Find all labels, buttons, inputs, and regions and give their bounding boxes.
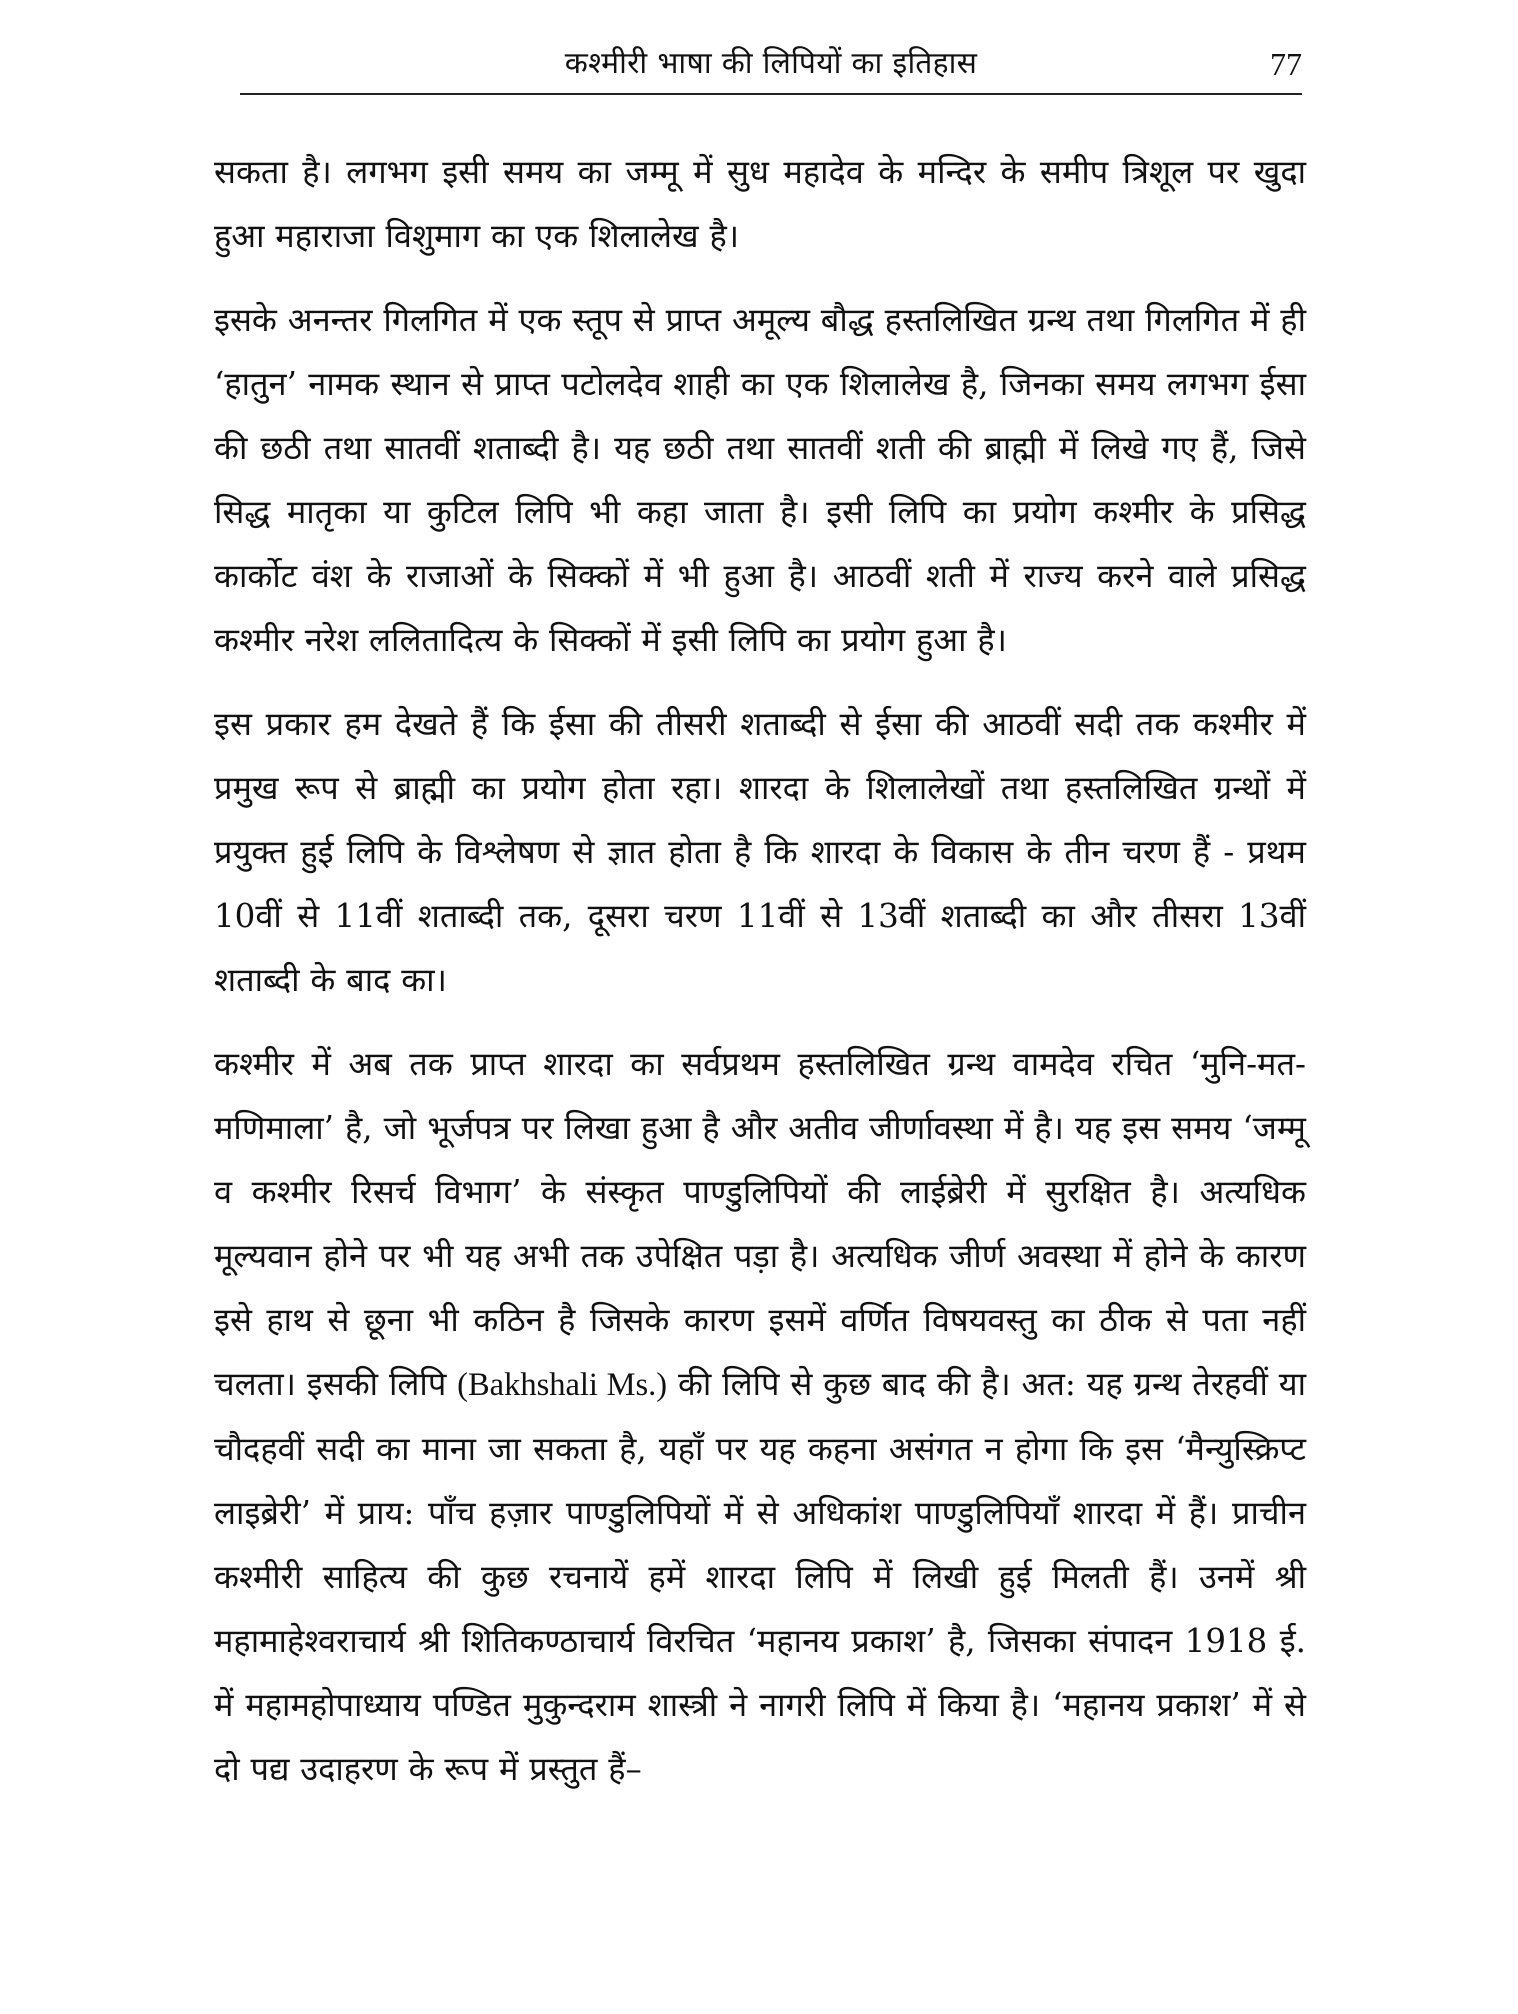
paragraph-4-text-b: की लिपि से कुछ बाद की है। अत: यह ग्रन्थ तेरहवीं या चौदहवीं सदी का माना जा सकता है, यहाँ पर यह कहना असंगत न होगा कि इस ‘मैन्युस्क्रिप्ट लाइब्रेरी’ में प्राय: पाँच हज़ार पाण्डुलिपियों में से अधिकांश पाण्डुलिपियाँ शारदा में हैं। प्राचीन कश्मीरी साहित्य की कुछ रचनायें हमें शारदा लिपि में लिखी हुई मिलती हैं। उनमें श्री महामाहेश्वराचार्य श्री शितिकण्ठाचार्य विरचित ‘महानय प्रकाश’ है, जिसका संपादन 1918 ई. में महामहोपाध्याय पण्डित मुकुन्दराम शास्त्री ने नागरी लिपि में किया है। ‘महानय प्रकाश’ में से दो पद्य उदाहरण के रूप में प्रस्तुत हैं–	[214, 1365, 1306, 1788]
running-header	[240, 38, 1302, 98]
page-number: 77	[1270, 46, 1302, 82]
body-text	[214, 140, 1306, 1801]
header-title: कश्मीरी भाषा की लिपियों का इतिहास	[564, 46, 978, 81]
bakhshali-reference: (Bakhshali Ms.)	[457, 1367, 668, 1403]
paragraph-3: इस प्रकार हम देखते हैं कि ईसा की तीसरी शताब्दी से ईसा की आठवीं सदी तक कश्मीर में प्रमुख रूप से ब्राह्मी का प्रयोग होता रहा। शारदा के शिलालेखों तथा हस्तलिखित ग्रन्थों में प्रयुक्त हुई लिपि के विश्लेषण से ज्ञात होता है कि शारदा के विकास के तीन चरण हैं - प्रथम 10वीं से 11वीं शताब्दी तक, दूसरा चरण 11वीं से 13वीं शताब्दी का और तीसरा 13वीं शताब्दी के बाद का।	[214, 705, 1306, 999]
header-rule	[240, 93, 1302, 95]
paragraph-2: इसके अनन्तर गिलगित में एक स्तूप से प्राप्त अमूल्य बौद्ध हस्तलिखित ग्रन्थ तथा गिलगित में ही ‘हातुन’ नामक स्थान से प्राप्त पटोलदेव शाही का एक शिलालेख है, जिनका समय लगभग ईसा की छठी तथा सातवीं शताब्दी है। यह छठी तथा सातवीं शती की ब्राह्मी में लिखे गए हैं, जिसे सिद्ध मातृका या कुटिल लिपि भी कहा जाता है। इसी लिपि का प्रयोग कश्मीर के प्रसिद्ध कार्कोट वंश के राजाओं के सिक्कों में भी हुआ है। आठवीं शती में राज्य करने वाले प्रसिद्ध कश्मीर नरेश ललितादित्य के सिक्कों में इसी लिपि का प्रयोग हुआ है।	[214, 301, 1306, 659]
paragraph-1: सकता है। लगभग इसी समय का जम्मू में सुध महादेव के मन्दिर के समीप त्रिशूल पर खुदा हुआ महाराजा विशुमाग का एक शिलालेख है।	[214, 153, 1306, 255]
paragraph-4	[214, 1032, 1306, 1801]
paragraph-4-text-a: कश्मीर में अब तक प्राप्त शारदा का सर्वप्रथम हस्तलिखित ग्रन्थ वामदेव रचित ‘मुनि-मत-मणिमाला’ है, जो भूर्जपत्र पर लिखा हुआ है और अतीव जीर्णावस्था में है। यह इस समय ‘जम्मू व कश्मीर रिसर्च विभाग’ के संस्कृत पाण्डुलिपियों की लाईब्रेरी में सुरक्षित है। अत्यधिक मूल्यवान होने पर भी यह अभी तक उपेक्षित पड़ा है। अत्यधिक जीर्ण अवस्था में होने के कारण इसे हाथ से छूना भी कठिन है जिसके कारण इसमें वर्णित विषयवस्तु का ठीक से पता नहीं चलता। इसकी लिपि	[214, 1045, 1306, 1403]
